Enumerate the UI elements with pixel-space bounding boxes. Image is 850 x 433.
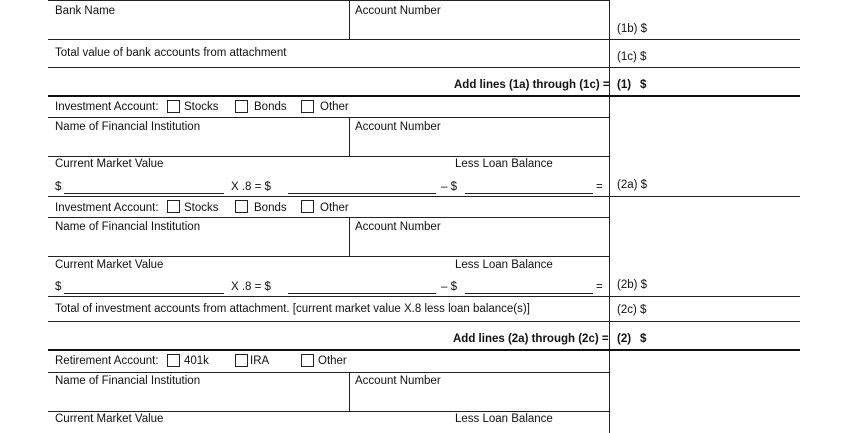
institution-label: Name of Financial Institution — [55, 375, 201, 387]
rule — [48, 196, 800, 197]
times-label: X .8 = $ — [231, 181, 271, 193]
account-number-label: Account Number — [355, 5, 441, 17]
rule — [48, 411, 610, 412]
account-number-label: Account Number — [355, 221, 441, 233]
account-number-field[interactable] — [352, 120, 607, 155]
line-2c-field[interactable] — [660, 303, 795, 318]
line-1b-label: (1b) $ — [617, 23, 648, 35]
market-value-field[interactable] — [64, 293, 224, 294]
total-bank-accounts-label: Total value of bank accounts from attachment — [55, 47, 287, 59]
investment-account-label: Investment Account: — [55, 202, 159, 214]
times-label: X .8 = $ — [231, 281, 271, 293]
divider — [349, 117, 350, 157]
rule — [48, 321, 800, 322]
line-1-field[interactable] — [652, 78, 795, 93]
line-2-dollar: $ — [640, 333, 647, 345]
rule — [48, 349, 800, 351]
bonds-label: Bonds — [254, 202, 287, 214]
product-field[interactable] — [288, 293, 436, 294]
institution-field[interactable] — [52, 120, 348, 155]
stocks-checkbox[interactable] — [167, 100, 180, 113]
ira-label: IRA — [250, 355, 270, 367]
total-investment-label: Total of investment accounts from attachment. [current market value X.8 less loan balance(s)] — [55, 303, 530, 315]
account-number-label: Account Number — [355, 375, 441, 387]
retirement-account-label: Retirement Account: — [55, 355, 159, 367]
market-value-label: Current Market Value — [55, 413, 164, 425]
equals-label: = — [596, 181, 603, 193]
401k-label: 401k — [184, 355, 209, 367]
minus-label: – $ — [441, 281, 457, 293]
loan-balance-label: Less Loan Balance — [455, 158, 553, 170]
loan-balance-label: Less Loan Balance — [455, 259, 553, 271]
line-2b-field[interactable] — [660, 278, 795, 293]
line-2-field[interactable] — [652, 332, 795, 347]
rule — [48, 217, 610, 218]
bank-name-label: Bank Name — [55, 5, 116, 17]
line-1c-label: (1c) $ — [617, 51, 647, 63]
rule — [48, 0, 610, 1]
bonds-checkbox[interactable] — [235, 100, 248, 113]
other-checkbox[interactable] — [301, 200, 314, 213]
institution-field[interactable] — [52, 374, 348, 410]
other-label: Other — [320, 202, 349, 214]
market-value-label: Current Market Value — [55, 259, 164, 271]
rule — [48, 117, 610, 118]
market-value-label: Current Market Value — [55, 158, 164, 170]
divider — [349, 217, 350, 257]
institution-label: Name of Financial Institution — [55, 121, 201, 133]
rule — [48, 95, 800, 97]
401k-checkbox[interactable] — [167, 354, 180, 367]
stocks-label: Stocks — [184, 202, 219, 214]
stocks-checkbox[interactable] — [167, 200, 180, 213]
line-2a-label: (2a) $ — [617, 179, 648, 191]
line-2b-label: (2b) $ — [617, 279, 648, 291]
line-2a-field[interactable] — [660, 178, 795, 193]
rule — [48, 67, 800, 68]
add-lines-1-label: Add lines (1a) through (1c) = — [454, 79, 610, 91]
other-label: Other — [318, 355, 347, 367]
line-1-label: (1) — [617, 79, 632, 91]
line-1-dollar: $ — [640, 79, 647, 91]
rule — [48, 156, 610, 157]
market-value-field[interactable] — [64, 193, 224, 194]
other-checkbox[interactable] — [301, 100, 314, 113]
divider — [349, 372, 350, 412]
line-1b-field[interactable] — [660, 22, 795, 37]
loan-balance-field[interactable] — [465, 293, 593, 294]
line-2-label: (2) — [617, 333, 632, 345]
add-lines-2-label: Add lines (2a) through (2c) = — [453, 333, 609, 345]
stocks-label: Stocks — [184, 101, 219, 113]
bank-name-field[interactable] — [52, 4, 348, 38]
rule — [48, 39, 800, 40]
loan-balance-label: Less Loan Balance — [455, 413, 553, 425]
loan-balance-field[interactable] — [465, 193, 593, 194]
divider — [349, 0, 350, 40]
ira-checkbox[interactable] — [235, 354, 248, 367]
rule — [48, 296, 800, 297]
rule — [48, 372, 610, 373]
rule — [48, 256, 610, 257]
institution-field[interactable] — [52, 220, 348, 255]
dollar-sign: $ — [55, 281, 62, 293]
minus-label: – $ — [441, 181, 457, 193]
equals-label: = — [596, 281, 603, 293]
bank-account-number-field[interactable] — [352, 4, 607, 38]
dollar-sign: $ — [55, 181, 62, 193]
institution-label: Name of Financial Institution — [55, 221, 201, 233]
line-2c-label: (2c) $ — [617, 304, 647, 316]
line-1c-field[interactable] — [660, 50, 795, 65]
account-number-field[interactable] — [352, 374, 607, 410]
account-number-label: Account Number — [355, 121, 441, 133]
bonds-label: Bonds — [254, 101, 287, 113]
account-number-field[interactable] — [352, 220, 607, 255]
other-checkbox[interactable] — [301, 354, 314, 367]
product-field[interactable] — [288, 193, 436, 194]
other-label: Other — [320, 101, 349, 113]
investment-account-label: Investment Account: — [55, 101, 159, 113]
bonds-checkbox[interactable] — [235, 200, 248, 213]
